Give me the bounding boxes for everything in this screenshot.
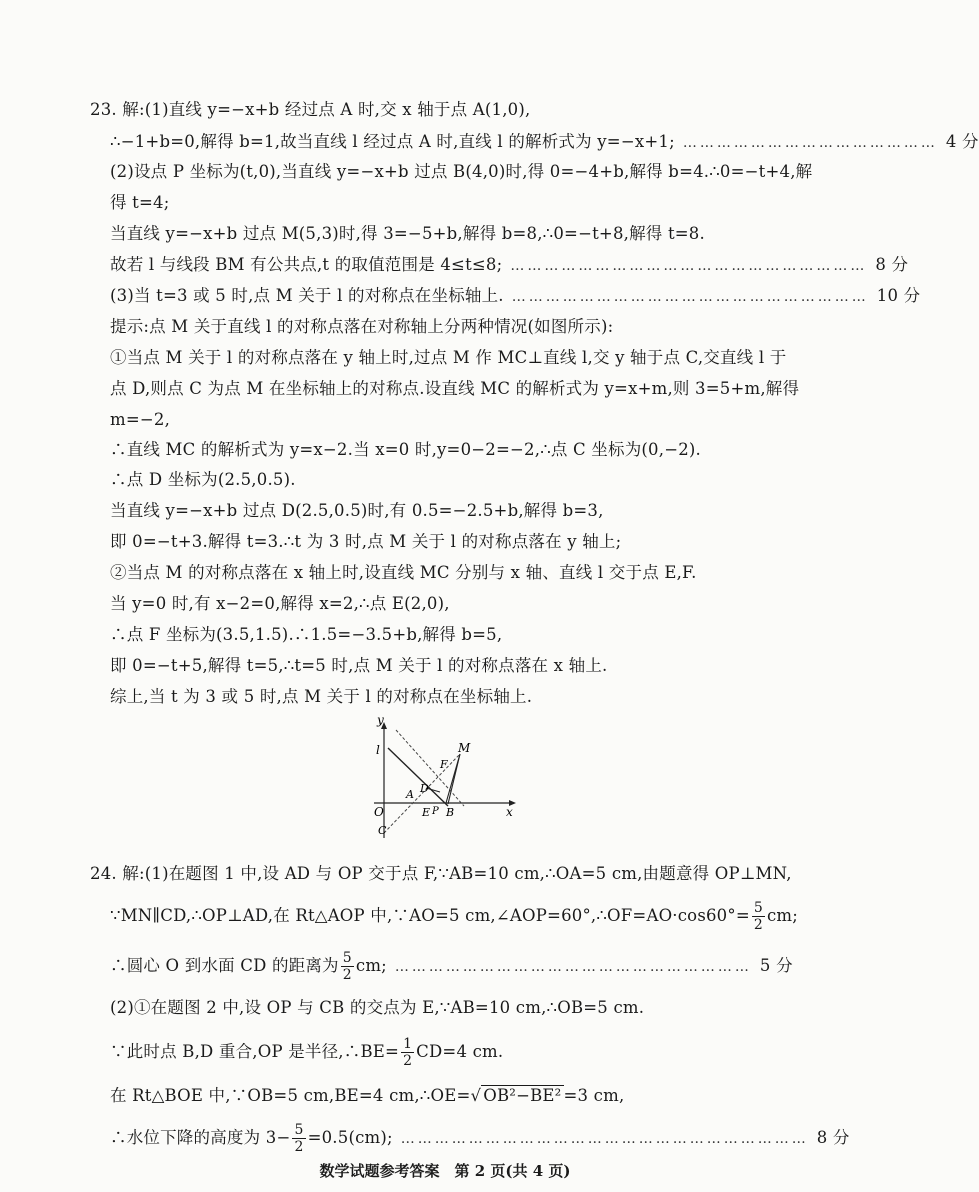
q23-line-20: 综上,当 t 为 3 或 5 时,点 M 关于 l 的对称点在坐标轴上. — [110, 687, 533, 706]
score-mark: 4 分 — [945, 132, 979, 151]
q23-line-18: ∴点 F 坐标为(3.5,1.5).∴1.5=−3.5+b,解得 b=5, — [110, 625, 503, 644]
q24-line-1: 24. 解:(1)在题图 1 中,设 AD 与 OP 交于点 F,∵AB=10 cm,∴OA=5 cm,由题意得 OP⊥MN, — [90, 864, 792, 883]
q23-line-6: 故若 l 与线段 BM 有公共点,t 的取值范围是 4≤t≤8; ……………………………………………………… 8 分 — [110, 253, 790, 278]
label-x: x — [506, 805, 513, 819]
fraction: $\frac{1}{2}$ — [403, 1036, 413, 1069]
q23-line-13: ∴点 D 坐标为(2.5,0.5). — [110, 470, 296, 489]
fraction: $\frac{5}{2}$ — [342, 950, 352, 983]
label-b: B — [446, 806, 455, 819]
leader-dots: ……………………………………………………… — [511, 289, 869, 305]
q24-line-7: ∴水位下降的高度为 3− $\frac{5}{2}$ =0.5(cm); ……………………………………………………………… 8 分 — [110, 1122, 850, 1155]
label-l: l — [376, 743, 380, 757]
q23-line-17: 当 y=0 时,有 x−2=0,解得 x=2,∴点 E(2,0), — [110, 594, 450, 613]
score-mark: 8 分 — [875, 255, 909, 274]
label-y: y — [377, 713, 384, 727]
q24-line-4: (2)①在题图 2 中,设 OP 与 CB 的交点为 E,∵AB=10 cm,∴OB=5 cm. — [110, 998, 645, 1017]
q23-line-7: (3)当 t=3 或 5 时,点 M 关于 l 的对称点在坐标轴上. ……………………………………………………… 10 分 — [110, 284, 790, 309]
q23-line-5: 当直线 y=−x+b 过点 M(5,3)时,得 3=−5+b,解得 b=8,∴0=−t+8,解得 t=8. — [110, 224, 705, 243]
q23-line-15: 即 0=−t+3.解得 t=3.∴t 为 3 时,点 M 关于 l 的对称点落在 y 轴上; — [110, 532, 622, 551]
square-root: OB²−BE² — [483, 1086, 562, 1105]
q23-line-19: 即 0=−t+5,解得 t=5,∴t=5 时,点 M 关于 l 的对称点落在 x 轴上. — [110, 656, 608, 675]
label-d: D — [420, 782, 429, 795]
leader-dots: ……………………………………… — [682, 135, 938, 151]
page-footer: 数学试题参考答案 第 2 页(共 4 页) — [319, 1162, 571, 1180]
label-f: F — [440, 758, 448, 771]
line-l — [388, 748, 448, 806]
q23-line-3: (2)设点 P 坐标为(t,0),当直线 y=−x+b 过点 B(4,0)时,得 0=−4+b,解得 b=4.∴0=−t+4,解 — [110, 162, 813, 181]
fraction: $\frac{5}{2}$ — [753, 900, 763, 933]
score-mark: 10 分 — [876, 286, 921, 305]
label-p: P — [432, 806, 439, 817]
fraction: $\frac{5}{2}$ — [294, 1122, 304, 1155]
leader-dots: ……………………………………………………………… — [400, 1131, 809, 1147]
q24-line-5: ∵此时点 B,D 重合,OP 是半径,∴BE= $\frac{1}{2}$ CD=4 cm. — [110, 1036, 504, 1069]
coordinate-figure — [360, 710, 520, 850]
label-o: O — [374, 805, 384, 819]
q23-line-12: ∴直线 MC 的解析式为 y=x−2.当 x=0 时,y=0−2=−2,∴点 C 坐标为(0,−2). — [110, 440, 701, 459]
q23-line-8: 提示:点 M 关于直线 l 的对称点落在对称轴上分两种情况(如图所示): — [110, 317, 614, 336]
segment-bm — [448, 754, 460, 804]
q24-line-2: ∵MN∥CD,∴OP⊥AD,在 Rt△AOP 中,∵AO=5 cm,∠AOP=60°,∴OF=AO·cos60°= $\frac{5}{2}$ cm; — [110, 900, 799, 933]
q23-line-14: 当直线 y=−x+b 过点 D(2.5,0.5)时,有 0.5=−2.5+b,解得 b=3, — [110, 501, 604, 520]
label-a: A — [406, 788, 414, 801]
q23-line-11: m=−2, — [110, 410, 171, 429]
q24-line-3: ∴圆心 O 到水面 CD 的距离为 $\frac{5}{2}$ cm; ……………………………………………………… 5 分 — [110, 950, 793, 983]
label-e: E — [422, 806, 431, 819]
score-mark: 8 分 — [816, 1128, 850, 1147]
leader-dots: ……………………………………………………… — [394, 959, 752, 975]
q23-line-9: ①当点 M 关于 l 的对称点落在 y 轴上时,过点 M 作 MC⊥直线 l,交 y 轴于点 C,交直线 l 于 — [110, 348, 787, 367]
leader-dots: ……………………………………………………… — [510, 258, 868, 274]
q23-line-2: ∴−1+b=0,解得 b=1,故当直线 l 经过点 A 时,直线 l 的解析式为 y=−x+1; ……………………………………… 4 分 — [110, 130, 790, 155]
q24-line-6: 在 Rt△BOE 中,∵OB=5 cm,BE=4 cm,∴OE=√ OB²−BE² =3 cm, — [110, 1086, 625, 1105]
score-mark: 5 分 — [759, 956, 793, 975]
label-m: M — [458, 741, 471, 755]
q23-line-16: ②当点 M 的对称点落在 x 轴上时,设直线 MC 分别与 x 轴、直线 l 交于点 E,F. — [110, 563, 697, 582]
q23-line-10: 点 D,则点 C 为点 M 在坐标轴上的对称点.设直线 MC 的解析式为 y=x+m,则 3=5+m,解得 — [110, 379, 800, 398]
label-c: C — [378, 824, 387, 837]
q23-line-1: 23. 解:(1)直线 y=−x+b 经过点 A 时,交 x 轴于点 A(1,0), — [90, 100, 531, 119]
q23-line-4: 得 t=4; — [110, 193, 170, 212]
